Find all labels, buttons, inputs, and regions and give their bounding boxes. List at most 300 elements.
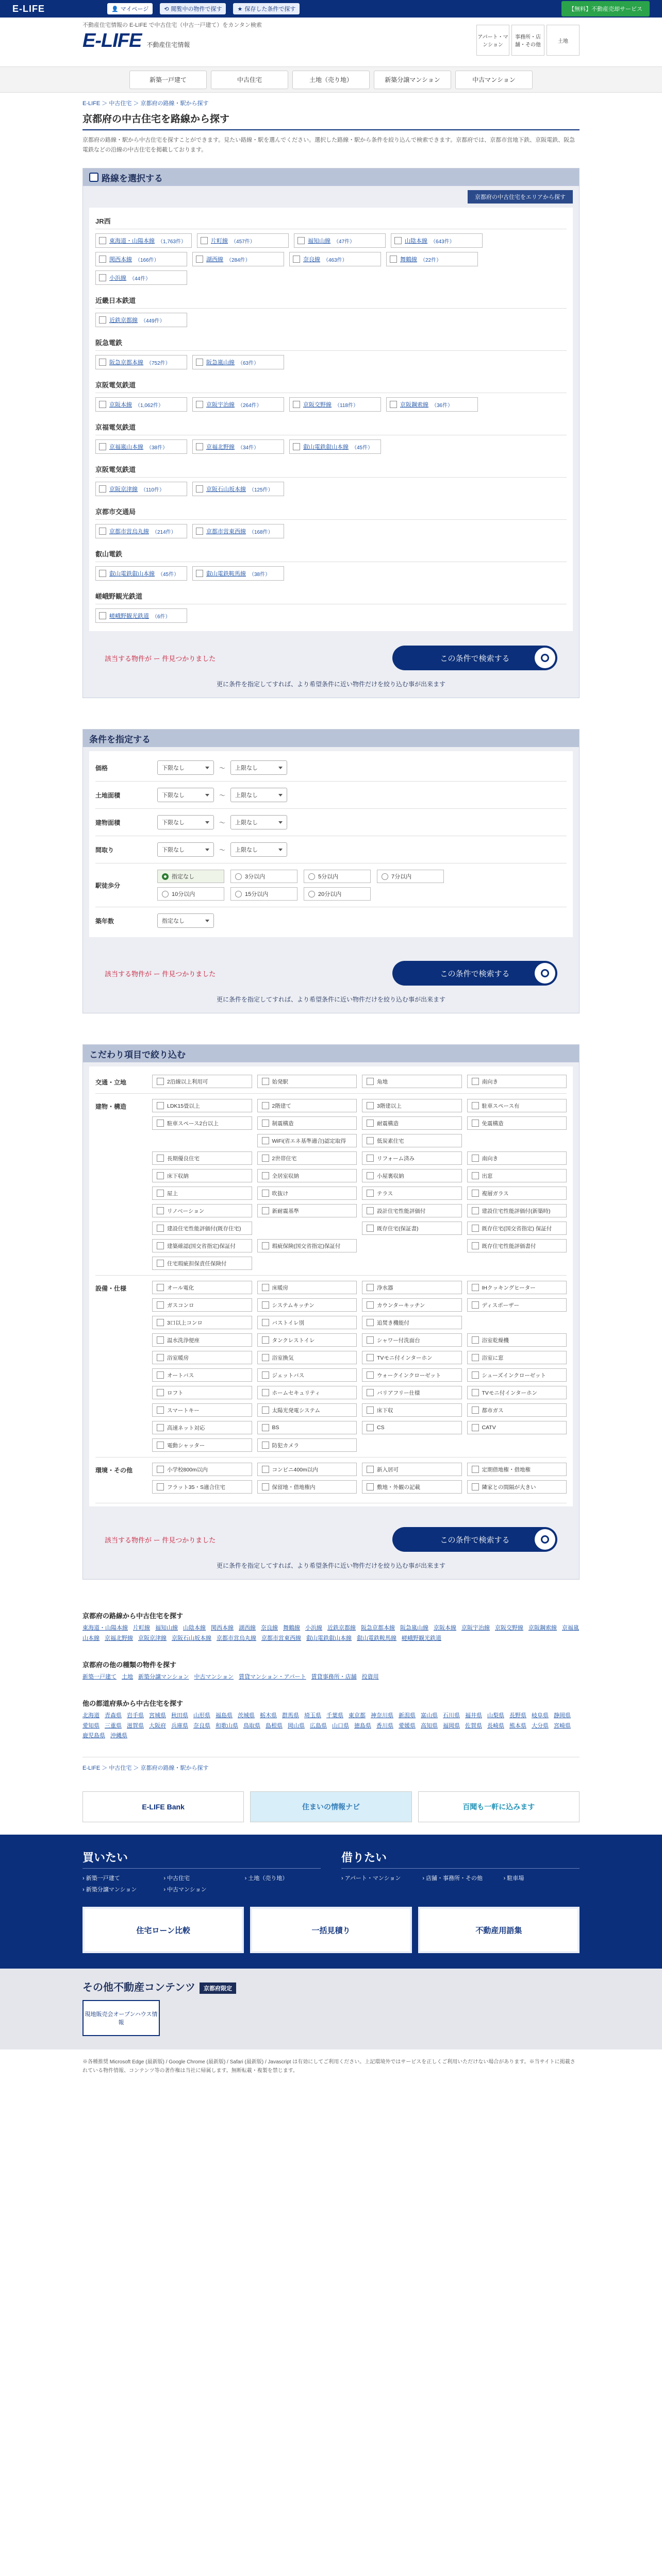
link-item[interactable]: 岐阜県 [532,1712,549,1719]
line-name[interactable]: 京阪交野線 [303,402,332,409]
checkbox-icon[interactable] [472,1424,479,1431]
checkbox-icon[interactable] [262,1371,269,1379]
checkbox-icon[interactable] [157,1389,164,1396]
option-checkbox[interactable] [467,1298,567,1312]
line-name[interactable]: 京都市営烏丸線 [109,529,149,535]
line-checkbox[interactable] [192,482,284,496]
gnav-new-house[interactable]: 新築一戸建て [129,71,207,89]
checkbox-icon[interactable] [367,1155,374,1162]
link-item[interactable]: 山口県 [332,1722,349,1729]
link-item[interactable]: 三重県 [105,1722,122,1729]
checkbox-icon[interactable] [367,1301,374,1309]
link-item[interactable]: 福井県 [465,1712,482,1719]
checkbox-icon[interactable] [99,443,106,450]
option-checkbox[interactable] [362,1281,462,1294]
breadcrumb[interactable]: E-LIFE ＞ 中古住宅 ＞ 京都府の路線・駅から探す [82,100,209,107]
link-item[interactable]: 東海道・山陽本線 [82,1625,128,1632]
link-item[interactable]: 叡山電鉄鞍馬線 [357,1635,396,1642]
link-item[interactable]: 長崎県 [487,1722,504,1729]
checkbox-icon[interactable] [262,1102,269,1109]
link-item[interactable]: 香川県 [376,1722,393,1729]
link-item[interactable]: 阪急嵐山線 [400,1625,428,1632]
line-checkbox[interactable] [95,233,192,248]
option-checkbox[interactable] [257,1386,357,1399]
link-item[interactable]: 福島県 [216,1712,233,1719]
min-select[interactable] [157,788,214,802]
checkbox-icon[interactable] [472,1242,479,1249]
option-checkbox[interactable] [257,1099,357,1112]
checkbox-icon[interactable] [262,1424,269,1431]
checkbox-icon[interactable] [367,1207,374,1214]
line-name[interactable]: 京阪石山坂本線 [206,486,246,493]
option-checkbox[interactable] [257,1298,357,1312]
link-item[interactable]: 富山県 [421,1712,438,1719]
link-item[interactable]: 京福北野線 [105,1635,133,1642]
min-select[interactable] [157,815,214,829]
checkbox-icon[interactable] [262,1354,269,1361]
link-item[interactable]: 京阪鋼索線 [528,1625,557,1632]
max-select[interactable] [230,815,287,829]
sell-service-banner[interactable]: 【無料】不動産売却サービス [561,1,650,16]
option-checkbox[interactable] [467,1151,567,1165]
option-checkbox[interactable] [467,1116,567,1130]
line-checkbox[interactable] [95,270,187,285]
option-checkbox[interactable] [467,1187,567,1200]
checkbox-icon[interactable] [472,1172,479,1179]
link-item[interactable]: 兵庫県 [171,1722,188,1729]
checkbox-icon[interactable] [99,359,106,366]
line-name[interactable]: 叡山電鉄叡山本線 [109,571,155,578]
brand[interactable] [82,30,190,52]
checkbox-icon[interactable] [99,401,106,408]
line-name[interactable]: 奈良線 [303,257,320,263]
checkbox-icon[interactable] [262,1301,269,1309]
link-item[interactable]: 嵯峨野観光鉄道 [402,1635,441,1642]
option-checkbox[interactable] [362,1316,462,1329]
checkbox-icon[interactable] [262,1120,269,1127]
banner-3[interactable]: 百聞も一軒に込みます [418,1791,580,1822]
checkbox-icon[interactable] [262,1284,269,1291]
link-item[interactable]: 石川県 [443,1712,460,1719]
link-item[interactable]: 京阪宇治線 [461,1625,490,1632]
checkbox-icon[interactable] [262,1172,269,1179]
option-checkbox[interactable] [152,1169,252,1182]
line-name[interactable]: 東海道・山陽本線 [109,238,155,245]
checkbox-icon[interactable] [367,1406,374,1414]
option-checkbox[interactable] [257,1075,357,1088]
checkbox-icon[interactable] [262,1242,269,1249]
checkbox-icon[interactable] [157,1207,164,1214]
checkbox-icon[interactable] [472,1120,479,1127]
line-checkbox[interactable] [192,252,284,266]
walk-radio[interactable] [230,887,297,901]
checkbox-icon[interactable] [262,1078,269,1085]
checkbox-icon[interactable] [157,1424,164,1431]
checkbox-icon[interactable] [367,1225,374,1232]
promo-glossary[interactable]: 不動産用語集 [418,1907,580,1953]
link-item[interactable]: 土地 [122,1673,133,1680]
max-select[interactable] [230,842,287,857]
option-checkbox[interactable] [467,1368,567,1382]
checkbox-icon[interactable] [99,528,106,535]
link-item[interactable]: 叡山電鉄叡山本線 [306,1635,352,1642]
line-checkbox[interactable] [95,252,187,266]
checkbox-icon[interactable] [472,1483,479,1490]
link-item[interactable]: 神奈川県 [371,1712,393,1719]
checkbox-icon[interactable] [367,1284,374,1291]
checkbox-icon[interactable] [472,1466,479,1473]
link-item[interactable]: 京阪石山坂本線 [172,1635,211,1642]
checkbox-icon[interactable] [157,1406,164,1414]
option-checkbox[interactable] [257,1151,357,1165]
checkbox-icon[interactable] [472,1406,479,1414]
line-name[interactable]: 阪急嵐山線 [206,360,235,366]
option-checkbox[interactable] [152,1204,252,1217]
option-checkbox[interactable] [152,1316,252,1329]
link-item[interactable]: 京阪京津線 [138,1635,167,1642]
option-checkbox[interactable] [362,1298,462,1312]
site-logo[interactable]: E-LIFE [82,30,142,52]
option-checkbox[interactable] [362,1421,462,1434]
walk-radio[interactable] [304,870,371,883]
checkbox-icon[interactable] [99,237,106,244]
footer-link[interactable]: › 駐車場 [504,1874,580,1882]
checkbox-icon[interactable] [99,485,106,493]
min-select[interactable] [157,760,214,775]
checkbox-icon[interactable] [157,1078,164,1085]
option-checkbox[interactable] [152,1116,252,1130]
gnav-used-house[interactable]: 中古住宅 [211,71,288,89]
line-checkbox[interactable] [197,233,289,248]
link-item[interactable]: 佐賀県 [465,1722,482,1729]
checkbox-icon[interactable] [262,1406,269,1414]
walk-radio[interactable] [157,887,224,901]
area-search-button[interactable]: 京都府の中古住宅をエリアから探す [468,190,573,204]
footer-link[interactable]: › 土地（売り地） [245,1874,321,1882]
checkbox-icon[interactable] [99,316,106,324]
link-item[interactable]: 中古マンション [194,1673,234,1680]
option-checkbox[interactable] [257,1169,357,1182]
link-item[interactable]: 京都市営烏丸線 [217,1635,256,1642]
checkbox-icon[interactable] [472,1371,479,1379]
line-name[interactable]: 京阪京津線 [109,486,138,493]
radio-icon[interactable] [308,873,315,880]
option-checkbox[interactable] [467,1222,567,1235]
checkbox-icon[interactable] [472,1225,479,1232]
link-item[interactable]: 京阪交野線 [495,1625,523,1632]
checkbox-icon[interactable] [196,485,203,493]
line-name[interactable]: 近鉄京都線 [109,317,138,324]
checkbox-icon[interactable] [262,1155,269,1162]
option-checkbox[interactable] [467,1403,567,1417]
checkbox-icon[interactable] [390,401,397,408]
link-item[interactable]: 賃貸マンション・アパート [239,1673,306,1680]
checkbox-icon[interactable] [99,612,106,619]
link-item[interactable]: 岩手県 [127,1712,144,1719]
checkbox-icon[interactable] [367,1483,374,1490]
checkbox-icon[interactable] [157,1242,164,1249]
option-checkbox[interactable] [152,1099,252,1112]
line-name[interactable]: 片町線 [211,238,228,245]
option-checkbox[interactable] [362,1075,462,1088]
checkbox-icon[interactable] [262,1336,269,1344]
line-checkbox[interactable] [95,524,187,538]
age-select[interactable] [157,913,214,928]
checkbox-icon[interactable] [472,1078,479,1085]
checkbox-icon[interactable] [472,1207,479,1214]
checkbox-icon[interactable] [196,443,203,450]
option-checkbox[interactable] [257,1480,357,1494]
checkbox-icon[interactable] [157,1442,164,1449]
link-item[interactable]: 沖縄県 [110,1733,127,1739]
option-checkbox[interactable] [257,1281,357,1294]
checkbox-icon[interactable] [157,1319,164,1326]
checkbox-icon[interactable] [472,1336,479,1344]
line-checkbox[interactable] [192,524,284,538]
line-checkbox[interactable] [192,355,284,369]
line-name[interactable]: 山陰本線 [405,238,428,245]
option-checkbox[interactable] [257,1333,357,1347]
radio-icon[interactable] [382,873,388,880]
line-name[interactable]: 京福北野線 [206,444,235,451]
link-item[interactable]: 山梨県 [487,1712,504,1719]
checkbox-icon[interactable] [157,1466,164,1473]
checkbox-icon[interactable] [157,1172,164,1179]
option-checkbox[interactable] [362,1368,462,1382]
option-checkbox[interactable] [467,1421,567,1434]
max-select[interactable] [230,760,287,775]
link-item[interactable]: 新築一戸建て [82,1673,117,1680]
walk-radio[interactable] [230,870,297,883]
option-checkbox[interactable] [362,1480,462,1494]
link-item[interactable]: 千葉県 [326,1712,343,1719]
line-checkbox[interactable] [386,397,478,412]
line-checkbox[interactable] [192,566,284,581]
apartment-button[interactable]: アパート・マンション [476,25,509,56]
walk-radio[interactable] [304,887,371,901]
line-checkbox[interactable] [192,397,284,412]
link-item[interactable]: 近鉄京都線 [327,1625,356,1632]
checkbox-icon[interactable] [367,1137,374,1144]
checkbox-icon[interactable] [367,1190,374,1197]
option-checkbox[interactable] [257,1116,357,1130]
option-checkbox[interactable] [152,1351,252,1364]
line-checkbox[interactable] [95,439,187,454]
checkbox-icon[interactable] [201,237,208,244]
option-checkbox[interactable] [152,1480,252,1494]
link-item[interactable]: 京阪本線 [434,1625,456,1632]
option-checkbox[interactable] [152,1239,252,1252]
mini-logo[interactable]: E-LIFE [12,3,45,14]
checkbox-icon[interactable] [157,1225,164,1232]
line-checkbox[interactable] [95,482,187,496]
checkbox-icon[interactable] [157,1190,164,1197]
option-checkbox[interactable] [257,1239,357,1252]
line-name[interactable]: 京阪本線 [109,402,132,409]
link-item[interactable]: 鳥取県 [243,1722,260,1729]
checkbox-icon[interactable] [293,443,300,450]
line-name[interactable]: 小浜線 [109,275,126,282]
link-item[interactable]: 片町線 [133,1625,150,1632]
line-name[interactable]: 舞鶴線 [400,257,417,263]
option-checkbox[interactable] [467,1386,567,1399]
checkbox-icon[interactable] [157,1120,164,1127]
option-checkbox[interactable] [152,1257,252,1270]
option-checkbox[interactable] [152,1075,252,1088]
line-checkbox[interactable] [95,397,187,412]
checkbox-icon[interactable] [472,1284,479,1291]
search-button[interactable] [392,646,557,670]
footer-link[interactable]: › 中古住宅 [163,1874,239,1882]
link-item[interactable]: 奈良県 [193,1722,210,1729]
option-checkbox[interactable] [152,1222,252,1235]
checkbox-icon[interactable] [262,1207,269,1214]
link-item[interactable]: 滋賀県 [127,1722,144,1729]
radio-icon[interactable] [162,891,169,897]
checkbox-icon[interactable] [157,1155,164,1162]
checkbox-icon[interactable] [472,1102,479,1109]
option-checkbox[interactable] [362,1151,462,1165]
max-select[interactable] [230,788,287,802]
checkbox-icon[interactable] [262,1190,269,1197]
line-checkbox[interactable] [289,439,381,454]
option-checkbox[interactable] [152,1298,252,1312]
link-item[interactable]: 新築分譲マンション [138,1673,189,1680]
option-checkbox[interactable] [467,1204,567,1217]
checkbox-icon[interactable] [472,1354,479,1361]
checkbox-icon[interactable] [99,274,106,281]
option-checkbox[interactable] [362,1386,462,1399]
option-checkbox[interactable] [257,1187,357,1200]
checkbox-icon[interactable] [262,1466,269,1473]
option-checkbox[interactable] [362,1463,462,1476]
link-item[interactable]: 宮城県 [149,1712,166,1719]
link-item[interactable]: 広島県 [310,1722,327,1729]
option-checkbox[interactable] [257,1438,357,1452]
checkbox-icon[interactable] [157,1284,164,1291]
office-button[interactable]: 事務所・店舗・その他 [511,25,544,56]
link-item[interactable]: 京福嵐山本線 [82,1625,579,1642]
line-checkbox[interactable] [192,439,284,454]
checkbox-icon[interactable] [367,1120,374,1127]
checkbox-icon[interactable] [196,359,203,366]
land-button[interactable]: 土地 [547,25,580,56]
option-checkbox[interactable] [362,1169,462,1182]
option-checkbox[interactable] [152,1438,252,1452]
line-checkbox[interactable] [289,252,381,266]
checkbox-icon[interactable] [367,1172,374,1179]
link-item[interactable]: 群馬県 [282,1712,299,1719]
option-checkbox[interactable] [467,1333,567,1347]
checkbox-icon[interactable] [472,1389,479,1396]
checkbox-icon[interactable] [157,1483,164,1490]
breadcrumb-bottom[interactable]: E-LIFE ＞ 中古住宅 ＞ 京都府の路線・駅から探す [82,1757,580,1776]
option-checkbox[interactable] [152,1403,252,1417]
link-item[interactable]: 北海道 [82,1712,100,1719]
link-item[interactable]: 京都市営東西線 [261,1635,301,1642]
line-name[interactable]: 京都市営東西線 [206,529,246,535]
walk-radio[interactable] [377,870,444,883]
checkbox-icon[interactable] [157,1260,164,1267]
link-item[interactable]: 徳島県 [354,1722,371,1729]
banner-2[interactable]: 住まいの情報ナビ [250,1791,411,1822]
line-checkbox[interactable] [289,397,381,412]
option-checkbox[interactable] [257,1134,357,1147]
checkbox-icon[interactable] [394,237,402,244]
gnav-land[interactable]: 土地（売り地） [292,71,370,89]
link-item[interactable]: 和歌山県 [216,1722,238,1729]
checkbox-icon[interactable] [472,1155,479,1162]
gnav-used-mansion[interactable]: 中古マンション [455,71,533,89]
link-item[interactable]: 奈良線 [261,1625,278,1632]
checkbox-icon[interactable] [196,570,203,577]
link-item[interactable]: 舞鶴線 [283,1625,300,1632]
link-item[interactable]: 阪急京都本線 [361,1625,395,1632]
checkbox-icon[interactable] [472,1301,479,1309]
option-checkbox[interactable] [467,1099,567,1112]
checkbox-icon[interactable] [99,570,106,577]
option-checkbox[interactable] [152,1368,252,1382]
line-name[interactable]: 関西本線 [109,257,132,263]
option-checkbox[interactable] [467,1239,567,1252]
link-item[interactable]: 関西本線 [211,1625,234,1632]
checkbox-icon[interactable] [196,401,203,408]
link-item[interactable]: 東京都 [349,1712,366,1719]
radio-icon[interactable] [308,891,315,897]
checkbox-icon[interactable] [293,256,300,263]
checkbox-icon[interactable] [262,1319,269,1326]
option-checkbox[interactable] [362,1222,462,1235]
line-name[interactable]: 叡山電鉄叡山本線 [303,444,349,451]
search-button-3[interactable] [392,1527,557,1552]
radio-icon[interactable] [235,891,242,897]
checkbox-icon[interactable] [262,1389,269,1396]
line-checkbox[interactable] [294,233,386,248]
line-checkbox[interactable] [95,313,187,327]
option-checkbox[interactable] [257,1368,357,1382]
radio-icon[interactable] [235,873,242,880]
option-checkbox[interactable] [257,1351,357,1364]
option-checkbox[interactable] [152,1333,252,1347]
link-item[interactable]: 山形県 [193,1712,210,1719]
checkbox-icon[interactable] [157,1102,164,1109]
link-item[interactable]: 愛知県 [82,1722,100,1729]
link-item[interactable]: 宮崎県 [554,1722,571,1729]
line-name[interactable]: 京阪宇治線 [206,402,235,409]
footer-link[interactable]: › アパート・マンション [341,1874,417,1882]
option-checkbox[interactable] [467,1480,567,1494]
link-item[interactable]: 熊本県 [509,1722,526,1729]
checkbox-icon[interactable] [99,256,106,263]
link-item[interactable]: 賃貸事務所・店舗 [311,1673,357,1680]
checkbox-icon[interactable] [157,1354,164,1361]
checkbox-icon[interactable] [367,1466,374,1473]
checkbox-icon[interactable] [196,528,203,535]
checkbox-icon[interactable] [293,401,300,408]
checkbox-icon[interactable] [367,1336,374,1344]
option-checkbox[interactable] [467,1351,567,1364]
link-item[interactable]: 茨城県 [238,1712,255,1719]
option-checkbox[interactable] [467,1463,567,1476]
option-checkbox[interactable] [467,1075,567,1088]
checkbox-icon[interactable] [262,1483,269,1490]
link-item[interactable]: 新潟県 [399,1712,416,1719]
banner-1[interactable]: E-LIFE Bank [82,1791,244,1822]
open-house-card[interactable]: 現地販売会オープンハウス情報 [82,2000,160,2036]
checkbox-icon[interactable] [157,1371,164,1379]
link-item[interactable]: 長野県 [509,1712,526,1719]
option-checkbox[interactable] [152,1151,252,1165]
